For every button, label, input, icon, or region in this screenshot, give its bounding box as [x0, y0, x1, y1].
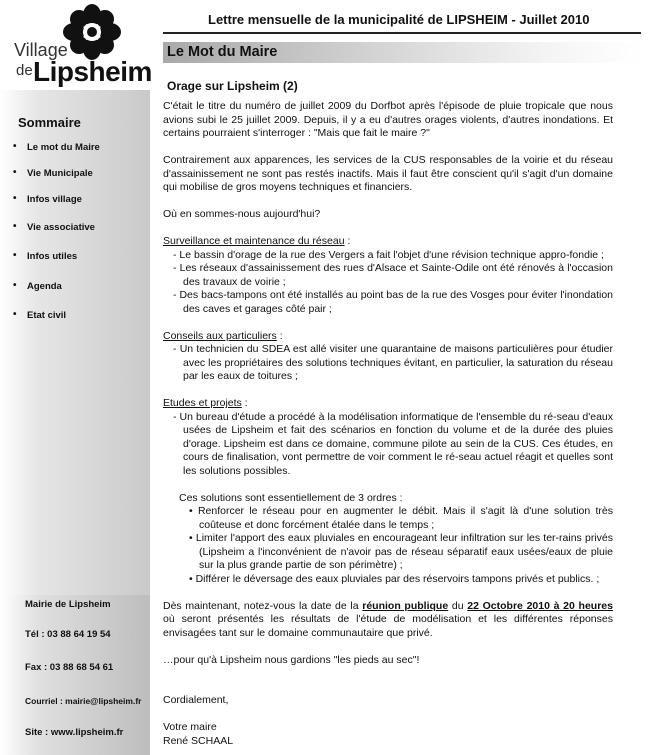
- sidebar-panel: [0, 90, 150, 595]
- flower-logo-icon: [62, 4, 122, 60]
- logo-lipsheim-text: Lipsheim: [33, 56, 152, 87]
- article-body: [163, 100, 613, 748]
- sommaire-item-infos-utiles[interactable]: • Infos utiles: [27, 251, 77, 262]
- signature-text: René SCHAAL: [163, 734, 234, 747]
- contact-fax: Fax : 03 88 68 54 61: [25, 662, 114, 673]
- reunion-publique-text: réunion publique: [362, 599, 449, 612]
- header-divider: [163, 32, 641, 34]
- sommaire-item-etat-civil[interactable]: • Etat civil: [27, 310, 66, 321]
- paragraph-intro: C'était le titre du numéro de juillet 2009 du Dorfbot après l'épisode de pluie tropicale que nous avions subi le 25 juillet 2009. Depuis, il y a eu d'autres orages violents, d'autres inondations. Et certains pourraient s'interroger : "Mais que fait le maire ?": [163, 100, 613, 139]
- etudes-item: - Un bureau d'étude a procédé à la modélisation informatique de l'ensemble du ré-seau d'eaux usées de Lipsheim et fait des scénarios en fonction du volume et de la durée des pluies d'orage. Lipsheim est dans ce domaine, commune pilote au sein de la CUS. Ces études, en cours de finalisation, vont permettre de voir comment le ré-seau actuel réagit et quelles sont les solutions possibles.: [173, 410, 613, 477]
- paragraph-cus: Contrairement aux apparences, les services de la CUS responsables de la voirie et du réseau d'assainissement ne sont pas restés inactifs. Mais il faut être conscient qu'il s'agit d'un domaine qui mobilise de gros moyens techniques et financiers.: [163, 154, 613, 193]
- surveillance-heading: Surveillance et maintenance du réseau :: [163, 235, 351, 247]
- logo-de-text: de: [16, 62, 33, 79]
- sommaire-item-vie-associative[interactable]: • Vie associative: [27, 222, 95, 233]
- village-logo: [0, 0, 160, 92]
- logo-village-text: Village: [14, 40, 68, 60]
- votre-maire-text: Votre maire: [163, 721, 217, 733]
- solution-item: • Différer le déversage des eaux pluviales par des réservoirs tampons privés et publics. ;: [189, 572, 600, 585]
- conseils-item: - Un technicien du SDEA est allé visiter une quarantaine de maisons particulières pour étudier avec les propriétaires des solutions techniques évitant, en particulier, la saturation du réseau par les eaux de toitures ;: [173, 343, 613, 382]
- section-header: [163, 42, 641, 63]
- sommaire-item-infos-village[interactable]: • Infos village: [27, 194, 82, 205]
- paragraph-reunion: Dès maintenant, notez-vous la date de la réunion publique du 22 Octobre 2010 à 20 heures où seront présentés les résultats de l'étude de modélisation et les différentes réponses envisagées tant sur le domaine communautaire que privé.: [163, 599, 613, 639]
- contact-site[interactable]: Site : www.lipsheim.fr: [25, 727, 124, 738]
- newsletter-title: Lettre mensuelle de la municipalité de LIPSHEIM - Juillet 2010: [208, 12, 590, 27]
- contact-courriel[interactable]: Courriel : mairie@lipsheim.fr: [25, 696, 142, 706]
- solutions-intro: Ces solutions sont essentiellement de 3 ordres :: [179, 491, 403, 504]
- surveillance-item: - Des bacs-tampons ont été installés au point bas de la rue des Vosges pour éviter l'inondation des caves et garages côté pair ;: [173, 289, 613, 315]
- sommaire-item-vie-municipale[interactable]: • Vie Municipale: [27, 168, 93, 179]
- sommaire-heading: Sommaire: [18, 115, 81, 130]
- reunion-date-text: 22 Octobre 2010 à 20 heures: [467, 599, 613, 612]
- etudes-heading: Etudes et projets :: [163, 397, 248, 409]
- solution-item: • Limiter l'apport des eaux pluviales en encourageant leur infiltration sur les ter-rains privés (Lipsheim a l'inconvénient de n'avoir pas de réseau séparatif eaux usées/eaux de pluie sur la plus grande partie de son périmètre) ;: [189, 532, 613, 571]
- contact-mairie: Mairie de Lipsheim: [25, 599, 111, 610]
- solution-item: • Renforcer le réseau pour en augmenter le débit. Mais il s'agit là d'une solution très coûteuse et donc forcément étalée dans le temps ;: [189, 505, 613, 531]
- paragraph-question: Où en sommes-nous aujourd'hui?: [163, 208, 321, 220]
- surveillance-item: - Le bassin d'orage de la rue des Vergers a fait l'objet d'une révision technique appro-fondie ;: [173, 248, 604, 261]
- section-title: Le Mot du Maire: [167, 44, 278, 60]
- sommaire-item-agenda[interactable]: • Agenda: [27, 281, 62, 292]
- contact-tel: Tél : 03 88 64 19 54: [25, 629, 111, 640]
- paragraph-closing: …pour qu'à Lipsheim nous gardions "les pieds au sec"!: [163, 653, 420, 666]
- surveillance-item: - Les réseaux d'assainissement des rues d'Alsace et Sainte-Odile ont été rénovés à l'occasion des travaux de voirie ;: [173, 262, 613, 288]
- article-title: Orage sur Lipsheim (2): [167, 79, 298, 93]
- sommaire-item-mot-du-maire[interactable]: • Le mot du Maire: [27, 142, 100, 153]
- cordialement-text: Cordialement,: [163, 694, 229, 706]
- conseils-heading: Conseils aux particuliers :: [163, 329, 283, 342]
